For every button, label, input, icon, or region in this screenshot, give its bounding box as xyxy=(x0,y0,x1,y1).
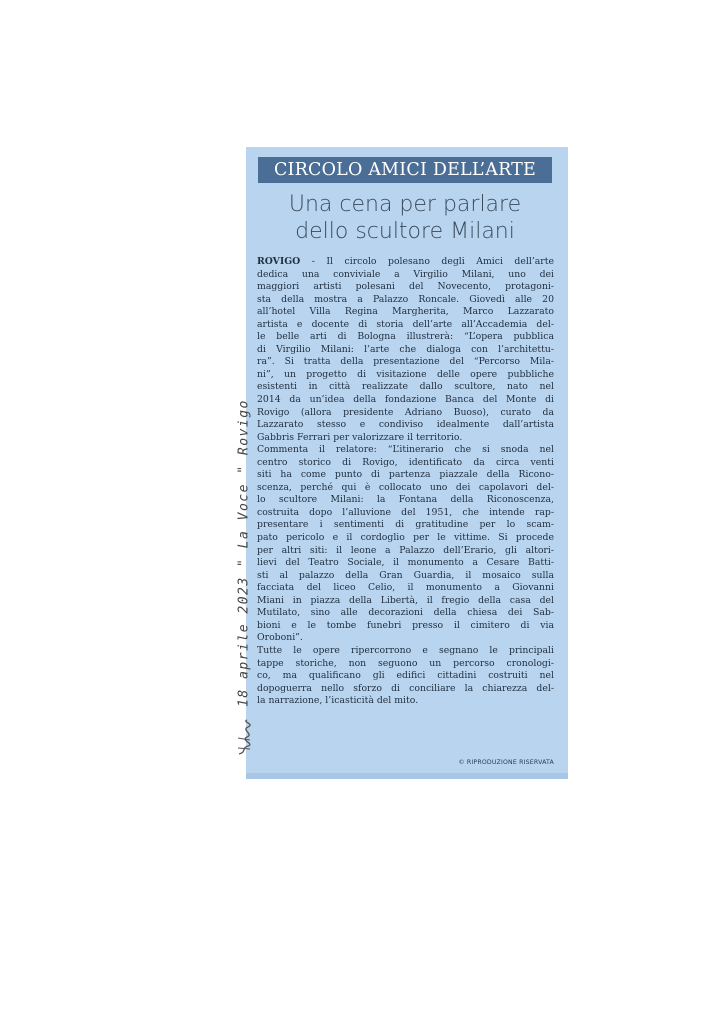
handwritten-source-note xyxy=(232,356,256,750)
article-line: bioni e le tombe funebri presso il cimitero di via xyxy=(257,619,554,631)
dateline: ROVIGO xyxy=(257,256,301,267)
article-body xyxy=(257,256,554,708)
article-line: Mutilato, sino alle decorazioni della chiesa dei Sab- xyxy=(257,607,554,619)
article-line: artista e docente di storia dell’arte all’Accademia del- xyxy=(257,318,554,330)
headline-line: dello scultore Milani xyxy=(295,219,515,244)
headline-line: Una cena per parlare xyxy=(288,192,522,217)
article-line: sti al palazzo della Gran Guardia, il mosaico sulla xyxy=(257,569,554,581)
article-line: presentare i sentimenti di gratitudine per lo scam- xyxy=(257,519,554,531)
article-line: sta della mostra a Palazzo Roncale. Giovedì alle 20 xyxy=(257,293,554,305)
article-line: all’hotel Villa Regina Margherita, Marco Lazzarato xyxy=(257,306,554,318)
article-line: facciata del liceo Celio, il monumento a Giovanni xyxy=(257,582,554,594)
article-line: dedica una conviviale a Virgilio Milani, uno dei xyxy=(257,268,554,280)
article-line: costruita dopo l’alluvione del 1951, che intende rap- xyxy=(257,506,554,518)
scribble-stamp-icon xyxy=(235,718,253,756)
article-line: ra”. Si tratta della presentazione del “Percorso Mila- xyxy=(257,356,554,368)
article-line: di Virgilio Milani: l’arte che dialoga con l’architettu- xyxy=(257,343,554,355)
article-line: scenza, perché qui è collocato uno dei capolavori del- xyxy=(257,481,554,493)
article-headline xyxy=(256,191,554,245)
article-line: Commenta il relatore: “L’itinerario che si snoda nel xyxy=(257,444,554,456)
article-line: esistenti in città realizzate dallo scultore, nato nel xyxy=(257,381,554,393)
article-line: maggiori artisti polesani del Novecento, protagoni- xyxy=(257,281,554,293)
source-note-text: 18 aprile 2023 " La Voce " Rovigo xyxy=(236,399,252,707)
article-line: co, ma qualificano gli edifici cittadini costruiti nel xyxy=(257,670,554,682)
article-line: ni”, un progetto di visitazione delle opere pubbliche xyxy=(257,368,554,380)
section-banner xyxy=(258,157,552,183)
article-line: centro storico di Rovigo, identificato da circa venti xyxy=(257,456,554,468)
section-kicker: CIRCOLO AMICI DELL’ARTE xyxy=(273,160,537,180)
article-line: pato pericolo e il cordoglio per le vittime. Si procede xyxy=(257,532,554,544)
article-line: le belle arti di Bologna illustrerà: “L’opera pubblica xyxy=(257,331,554,343)
copyright-note: © RIPRODUZIONE RISERVATA xyxy=(458,759,554,766)
article-line: Gabbris Ferrari per valorizzare il territorio. xyxy=(257,431,463,443)
article-line: 2014 da un’idea della fondazione Banca del Monte di xyxy=(257,394,554,406)
article-line: Tutte le opere ripercorrono e segnano le principali xyxy=(257,644,554,656)
newspaper-clipping xyxy=(246,147,568,779)
article-line: siti ha come punto di partenza piazzale della Ricono- xyxy=(257,469,554,481)
article-line: Lazzarato stesso e condiviso idealmente dall’artista xyxy=(257,419,554,431)
article-line: la narrazione, l’icasticità del mito. xyxy=(257,695,419,707)
article-line: Miani in piazza della Libertà, il fregio della casa del xyxy=(257,594,554,606)
article-line: ROVIGO - Il circolo polesano degli Amici dell’arte xyxy=(257,256,554,267)
article-line: Rovigo (allora presidente Adriano Buoso), curato da xyxy=(257,406,554,418)
article-line: lievi del Teatro Sociale, il monumento a Cesare Batti- xyxy=(257,557,554,569)
article-line: tappe storiche, non seguono un percorso cronologi- xyxy=(257,657,554,669)
article-line: lo scultore Milani: la Fontana della Riconoscenza, xyxy=(257,494,554,506)
article-line: Oroboni”. xyxy=(257,632,303,644)
article-line: dopoguerra nello sforzo di conciliare la chiarezza del- xyxy=(257,682,554,694)
article-line: per altri siti: il leone a Palazzo dell’Erario, gli altori- xyxy=(257,544,554,556)
